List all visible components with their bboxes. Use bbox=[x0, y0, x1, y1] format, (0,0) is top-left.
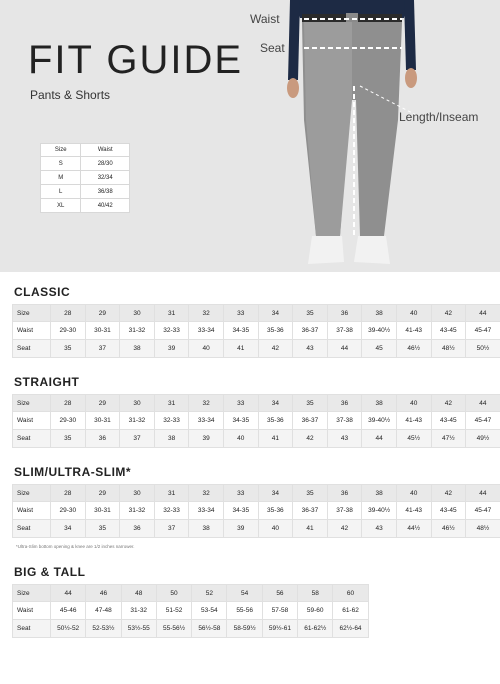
waist-row bbox=[13, 322, 500, 340]
seat-cell: 41 bbox=[293, 520, 328, 538]
seat-cell: 34 bbox=[51, 520, 86, 538]
waist-cell: 34-35 bbox=[223, 322, 258, 340]
table-header-row bbox=[41, 144, 130, 157]
row-label: Size bbox=[13, 485, 51, 502]
seat-cell: 43 bbox=[327, 430, 362, 448]
seat-cell: 40 bbox=[258, 520, 293, 538]
waist-cell: 39-40½ bbox=[362, 322, 397, 340]
waist-cell: 40/42 bbox=[81, 199, 130, 213]
waist-cell: 43-45 bbox=[431, 502, 466, 520]
waist-cell: 34-35 bbox=[223, 412, 258, 430]
size-cell: 44 bbox=[466, 485, 500, 502]
seat-cell: 38 bbox=[120, 340, 155, 358]
seat-cell: 37 bbox=[85, 340, 120, 358]
seat-cell: 42 bbox=[293, 430, 328, 448]
size-cell: 44 bbox=[466, 395, 500, 412]
seat-cell: 44½ bbox=[396, 520, 431, 538]
header-size: Size bbox=[41, 144, 81, 157]
seat-cell: 43 bbox=[293, 340, 328, 358]
seat-cell: 40 bbox=[189, 340, 224, 358]
size-cell: 31 bbox=[154, 305, 189, 322]
waist-cell: 29-30 bbox=[51, 322, 86, 340]
size-cell: 34 bbox=[258, 485, 293, 502]
size-cell: 31 bbox=[154, 485, 189, 502]
table-header-row bbox=[13, 395, 500, 412]
seat-cell: 61-62½ bbox=[298, 620, 333, 638]
size-cell: 38 bbox=[362, 485, 397, 502]
size-cell: 56 bbox=[262, 585, 297, 602]
waist-cell: 39-40½ bbox=[362, 502, 397, 520]
seat-cell: 41 bbox=[223, 340, 258, 358]
row-label: Waist bbox=[13, 412, 51, 430]
seat-cell: 43 bbox=[362, 520, 397, 538]
size-cell: 52 bbox=[192, 585, 227, 602]
size-cell: XL bbox=[41, 199, 81, 213]
seat-cell: 39 bbox=[223, 520, 258, 538]
size-cell: 35 bbox=[293, 305, 328, 322]
seat-cell: 58-59½ bbox=[227, 620, 262, 638]
size-cell: S bbox=[41, 157, 81, 171]
seat-cell: 62½-64 bbox=[333, 620, 368, 638]
seat-cell: 39 bbox=[154, 340, 189, 358]
size-cell: 31 bbox=[154, 395, 189, 412]
waist-cell: 30-31 bbox=[85, 412, 120, 430]
waist-cell: 35-36 bbox=[258, 322, 293, 340]
size-waist-table bbox=[40, 143, 130, 213]
size-cell: 40 bbox=[396, 485, 431, 502]
waist-cell: 31-32 bbox=[120, 502, 155, 520]
page-title: FIT GUIDE bbox=[28, 38, 244, 82]
waist-cell: 57-58 bbox=[262, 602, 297, 620]
waist-cell: 32-33 bbox=[154, 412, 189, 430]
table-row bbox=[41, 157, 130, 171]
seat-row bbox=[13, 430, 500, 448]
seat-cell: 36 bbox=[85, 430, 120, 448]
waist-cell: 33-34 bbox=[189, 412, 224, 430]
table-row bbox=[41, 199, 130, 213]
row-label: Size bbox=[13, 305, 51, 322]
seat-cell: 44 bbox=[327, 340, 362, 358]
waist-cell: 35-36 bbox=[258, 502, 293, 520]
waist-cell: 28/30 bbox=[81, 157, 130, 171]
waist-cell: 36-37 bbox=[293, 412, 328, 430]
waist-label: Waist bbox=[250, 12, 280, 26]
page-subtitle: Pants & Shorts bbox=[30, 88, 111, 102]
table-header-row bbox=[13, 485, 500, 502]
waist-row bbox=[13, 412, 500, 430]
size-cell: 38 bbox=[362, 305, 397, 322]
waist-cell: 59-60 bbox=[298, 602, 333, 620]
seat-cell: 42 bbox=[327, 520, 362, 538]
size-cell: 42 bbox=[431, 395, 466, 412]
row-label: Seat bbox=[13, 520, 51, 538]
size-cell: 40 bbox=[396, 305, 431, 322]
waist-cell: 30-31 bbox=[85, 322, 120, 340]
size-cell: 29 bbox=[85, 395, 120, 412]
waist-cell: 55-56 bbox=[227, 602, 262, 620]
seat-cell: 41 bbox=[258, 430, 293, 448]
size-cell: 28 bbox=[51, 485, 86, 502]
row-label: Waist bbox=[13, 502, 51, 520]
seat-cell: 52-53½ bbox=[86, 620, 121, 638]
waist-cell: 51-52 bbox=[156, 602, 191, 620]
seat-cell: 45½ bbox=[396, 430, 431, 448]
waist-cell: 53-54 bbox=[192, 602, 227, 620]
size-cell: 35 bbox=[293, 395, 328, 412]
waist-cell: 45-46 bbox=[51, 602, 86, 620]
seat-cell: 37 bbox=[120, 430, 155, 448]
seat-cell: 47½ bbox=[431, 430, 466, 448]
size-cell: L bbox=[41, 185, 81, 199]
waist-cell: 41-43 bbox=[396, 412, 431, 430]
size-cell: 36 bbox=[327, 305, 362, 322]
waist-cell: 41-43 bbox=[396, 322, 431, 340]
size-cell: 50 bbox=[156, 585, 191, 602]
seat-cell: 38 bbox=[154, 430, 189, 448]
size-cell: 34 bbox=[258, 305, 293, 322]
row-label: Size bbox=[13, 395, 51, 412]
seat-label: Seat bbox=[260, 41, 285, 55]
size-cell: 36 bbox=[327, 395, 362, 412]
size-cell: 34 bbox=[258, 395, 293, 412]
seat-cell: 39 bbox=[189, 430, 224, 448]
size-cell: 32 bbox=[189, 485, 224, 502]
section-title-straight: STRAIGHT bbox=[14, 375, 80, 389]
section-title-classic: CLASSIC bbox=[14, 285, 71, 299]
size-cell: 33 bbox=[223, 485, 258, 502]
waist-cell: 31-32 bbox=[120, 322, 155, 340]
size-cell: M bbox=[41, 171, 81, 185]
seat-cell: 44 bbox=[362, 430, 397, 448]
waist-cell: 36-37 bbox=[293, 502, 328, 520]
waist-cell: 45-47 bbox=[466, 322, 500, 340]
waist-cell: 37-38 bbox=[327, 502, 362, 520]
size-cell: 38 bbox=[362, 395, 397, 412]
waist-cell: 33-34 bbox=[189, 502, 224, 520]
size-cell: 29 bbox=[85, 305, 120, 322]
waist-cell: 43-45 bbox=[431, 322, 466, 340]
model-pants-illustration bbox=[268, 0, 428, 272]
waist-cell: 29-30 bbox=[51, 502, 86, 520]
waist-cell: 36/38 bbox=[81, 185, 130, 199]
seat-cell: 53½-55 bbox=[121, 620, 156, 638]
row-label: Waist bbox=[13, 602, 51, 620]
length-inseam-label: Length/Inseam bbox=[399, 110, 479, 124]
size-cell: 30 bbox=[120, 305, 155, 322]
size-cell: 33 bbox=[223, 305, 258, 322]
seat-cell: 46½ bbox=[396, 340, 431, 358]
seat-cell: 36 bbox=[120, 520, 155, 538]
size-cell: 35 bbox=[293, 485, 328, 502]
waist-cell: 41-43 bbox=[396, 502, 431, 520]
waist-cell: 34-35 bbox=[223, 502, 258, 520]
waist-cell: 30-31 bbox=[85, 502, 120, 520]
seat-cell: 48½ bbox=[431, 340, 466, 358]
seat-cell: 50½-52 bbox=[51, 620, 86, 638]
seat-row bbox=[13, 620, 369, 638]
table-header-row bbox=[13, 305, 500, 322]
seat-cell: 38 bbox=[189, 520, 224, 538]
size-cell: 42 bbox=[431, 485, 466, 502]
size-cell: 48 bbox=[121, 585, 156, 602]
seat-cell: 48½ bbox=[466, 520, 500, 538]
waist-cell: 32/34 bbox=[81, 171, 130, 185]
size-cell: 33 bbox=[223, 395, 258, 412]
waist-cell: 33-34 bbox=[189, 322, 224, 340]
row-label: Size bbox=[13, 585, 51, 602]
seat-cell: 50½ bbox=[466, 340, 500, 358]
seat-cell: 49½ bbox=[466, 430, 500, 448]
straight-size-table bbox=[12, 394, 500, 448]
waist-cell: 39-40½ bbox=[362, 412, 397, 430]
seat-cell: 56½-58 bbox=[192, 620, 227, 638]
waist-cell: 43-45 bbox=[431, 412, 466, 430]
seat-cell: 35 bbox=[51, 340, 86, 358]
size-cell: 46 bbox=[86, 585, 121, 602]
seat-row bbox=[13, 340, 500, 358]
table-row bbox=[41, 185, 130, 199]
waist-cell: 45-47 bbox=[466, 502, 500, 520]
row-label: Seat bbox=[13, 620, 51, 638]
size-cell: 28 bbox=[51, 305, 86, 322]
size-cell: 42 bbox=[431, 305, 466, 322]
classic-size-table bbox=[12, 304, 500, 358]
size-cell: 28 bbox=[51, 395, 86, 412]
waist-cell: 61-62 bbox=[333, 602, 368, 620]
fit-guide-hero bbox=[0, 0, 500, 272]
seat-row bbox=[13, 520, 500, 538]
waist-cell: 31-32 bbox=[120, 412, 155, 430]
row-label: Seat bbox=[13, 430, 51, 448]
waist-row bbox=[13, 602, 369, 620]
table-header-row bbox=[13, 585, 369, 602]
slim-size-table bbox=[12, 484, 500, 538]
size-cell: 36 bbox=[327, 485, 362, 502]
seat-cell: 55-56½ bbox=[156, 620, 191, 638]
size-cell: 32 bbox=[189, 395, 224, 412]
table-row bbox=[41, 171, 130, 185]
waist-cell: 37-38 bbox=[327, 322, 362, 340]
waist-cell: 31-32 bbox=[121, 602, 156, 620]
size-cell: 54 bbox=[227, 585, 262, 602]
seat-cell: 37 bbox=[154, 520, 189, 538]
size-cell: 29 bbox=[85, 485, 120, 502]
header-waist: Waist bbox=[81, 144, 130, 157]
seat-cell: 45 bbox=[362, 340, 397, 358]
size-cell: 30 bbox=[120, 395, 155, 412]
waist-cell: 36-37 bbox=[293, 322, 328, 340]
seat-cell: 46½ bbox=[431, 520, 466, 538]
waist-cell: 32-33 bbox=[154, 502, 189, 520]
slim-footnote: *Ultra-Slim bottom opening & knee are 1/2 inches narrower. bbox=[16, 544, 135, 549]
size-cell: 30 bbox=[120, 485, 155, 502]
waist-row bbox=[13, 502, 500, 520]
row-label: Seat bbox=[13, 340, 51, 358]
size-cell: 40 bbox=[396, 395, 431, 412]
waist-cell: 37-38 bbox=[327, 412, 362, 430]
row-label: Waist bbox=[13, 322, 51, 340]
waist-cell: 32-33 bbox=[154, 322, 189, 340]
seat-cell: 40 bbox=[223, 430, 258, 448]
waist-cell: 35-36 bbox=[258, 412, 293, 430]
waist-cell: 29-30 bbox=[51, 412, 86, 430]
seat-cell: 35 bbox=[85, 520, 120, 538]
size-cell: 58 bbox=[298, 585, 333, 602]
seat-cell: 42 bbox=[258, 340, 293, 358]
section-title-slim: SLIM/ULTRA-SLIM* bbox=[14, 465, 132, 479]
size-cell: 60 bbox=[333, 585, 368, 602]
seat-cell: 59½-61 bbox=[262, 620, 297, 638]
size-cell: 44 bbox=[51, 585, 86, 602]
section-title-big-tall: BIG & TALL bbox=[14, 565, 86, 579]
waist-cell: 47-48 bbox=[86, 602, 121, 620]
seat-cell: 35 bbox=[51, 430, 86, 448]
size-cell: 44 bbox=[466, 305, 500, 322]
size-cell: 32 bbox=[189, 305, 224, 322]
waist-cell: 45-47 bbox=[466, 412, 500, 430]
big-tall-size-table bbox=[12, 584, 369, 638]
